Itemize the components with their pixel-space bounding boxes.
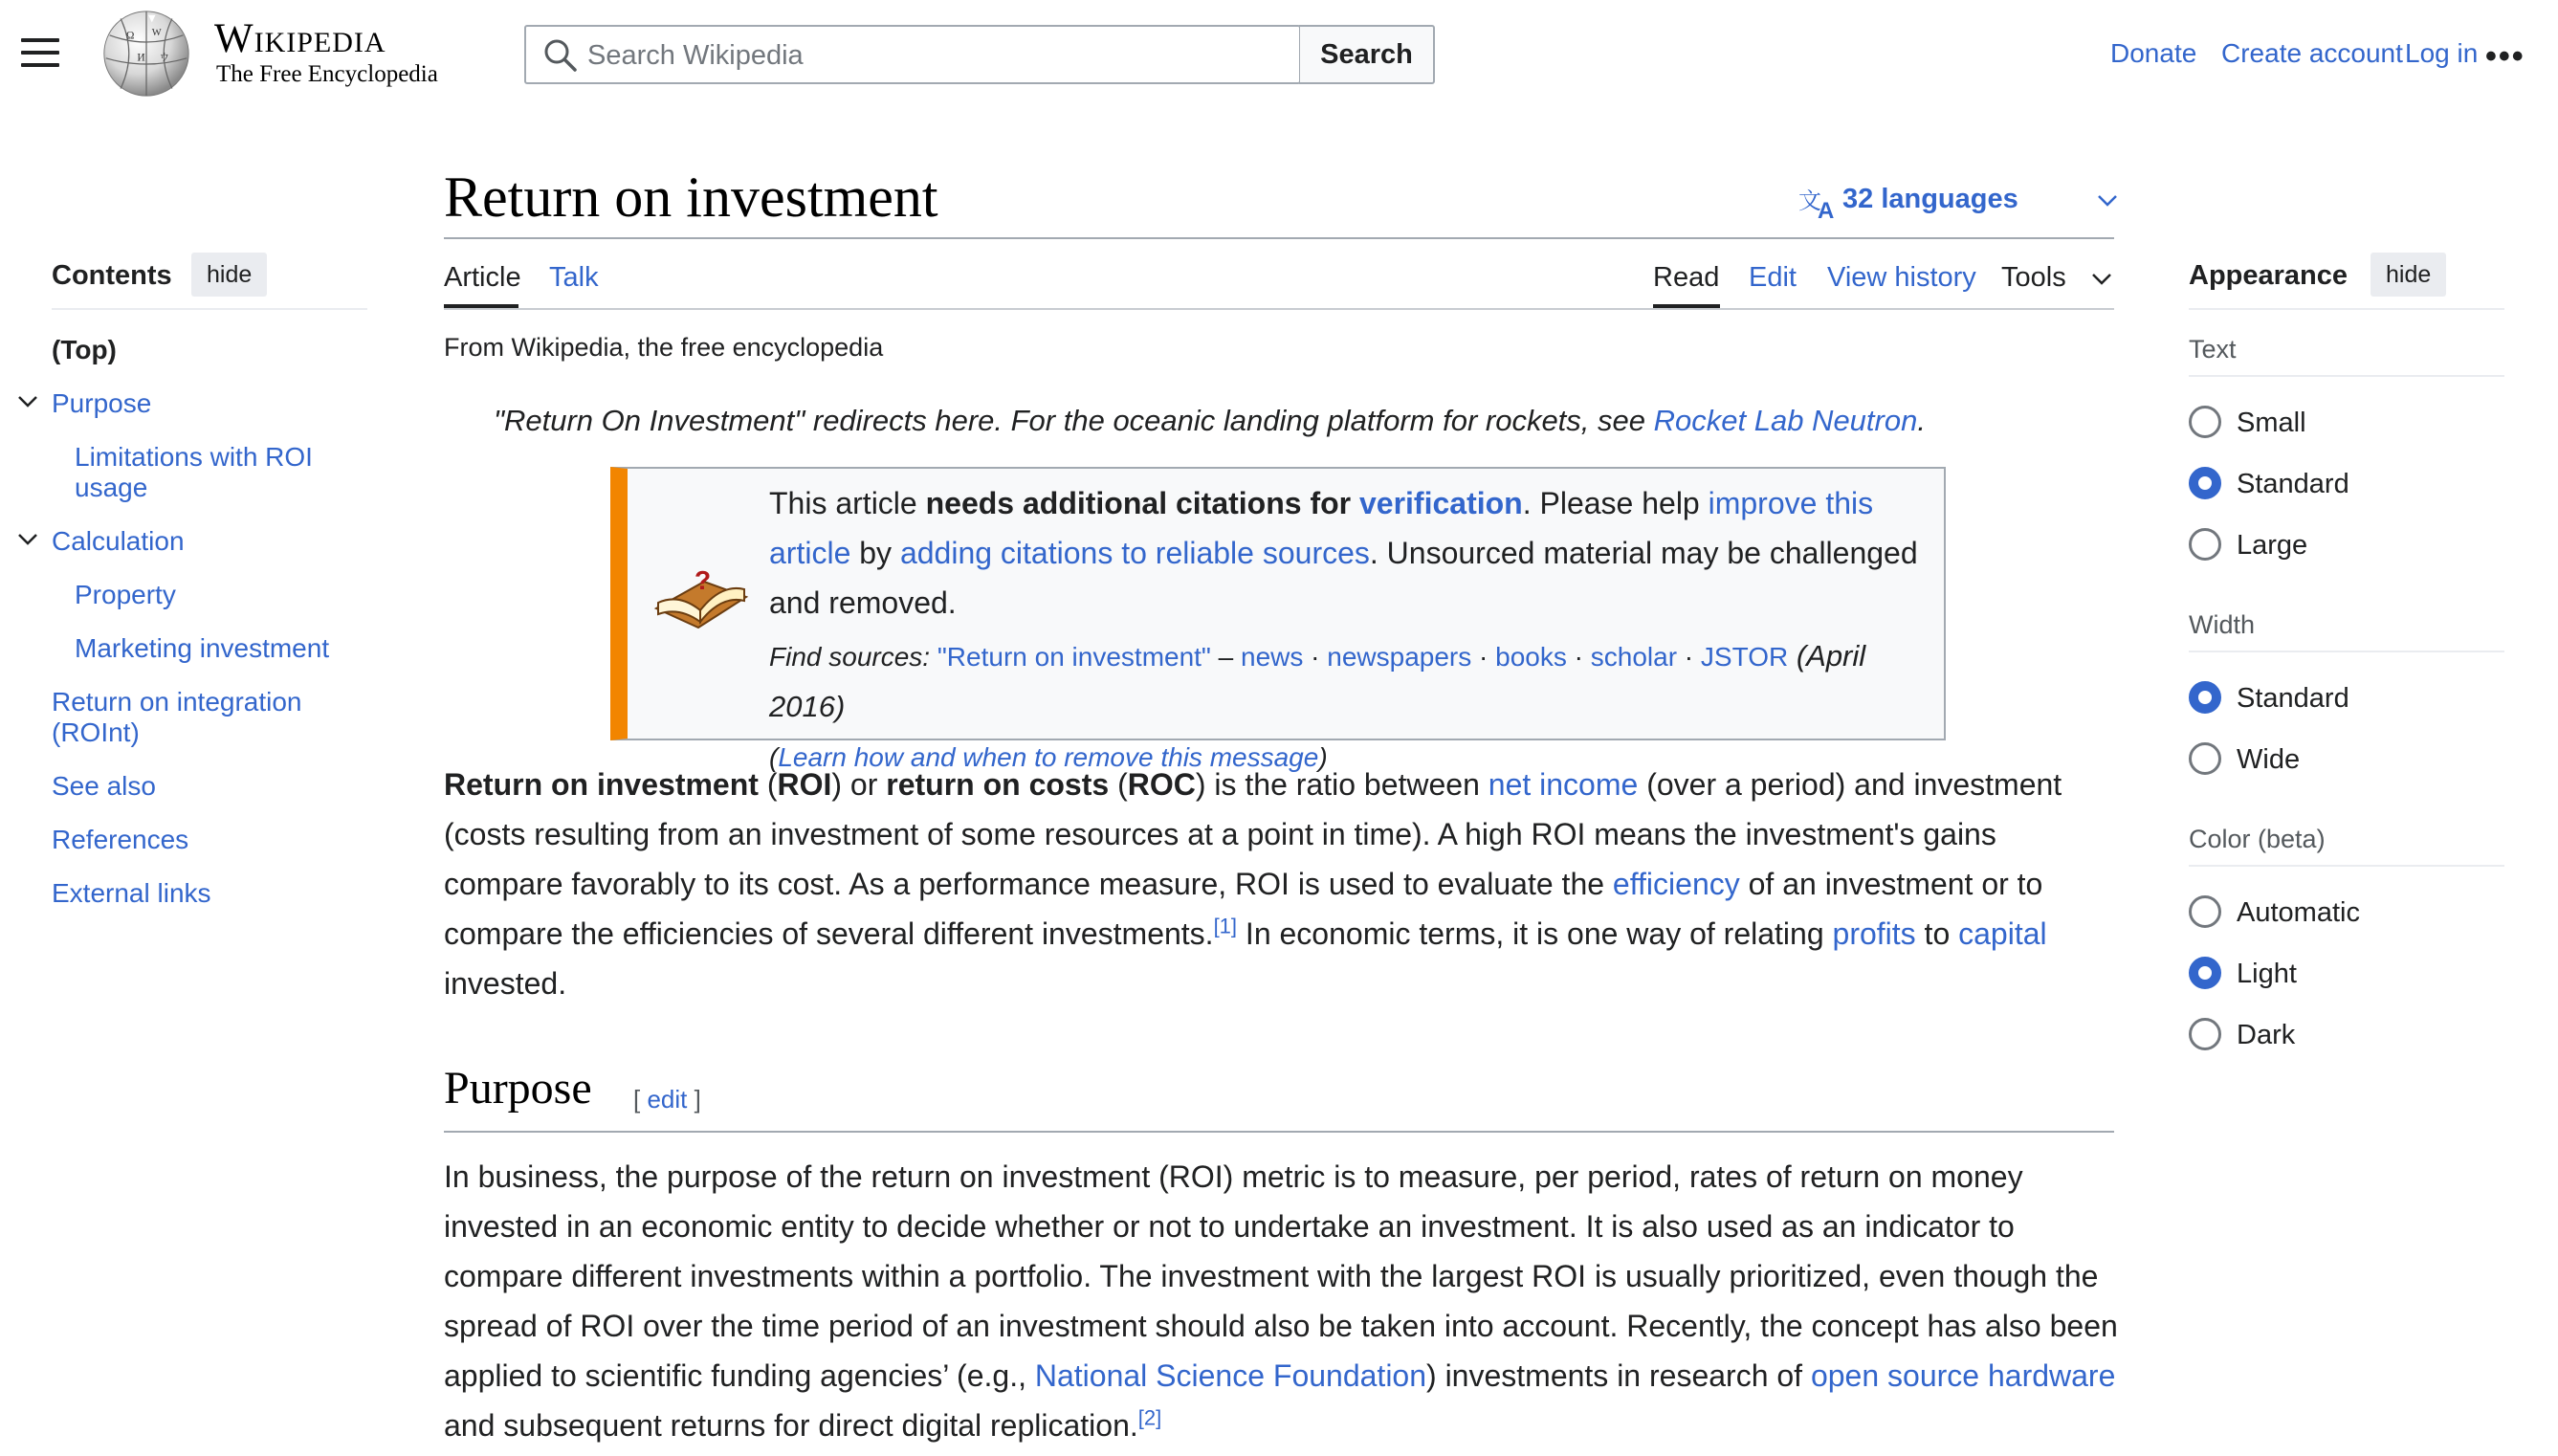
capital-link[interactable]: capital [1958,916,2047,951]
toc-item-limitations[interactable]: Limitations with ROI [75,442,313,472]
toc-item-property[interactable]: Property [75,580,176,609]
find-sources: Find sources: "Return on investment" – news · newspapers · books · scholar · JSTOR (April 2016) (Learn how and when to remove this message) [769,639,1866,772]
toc-item-integration[interactable]: Return on integration [52,687,302,717]
wikipedia-globe-icon[interactable] [98,8,195,99]
width-wide-label[interactable]: Wide [2237,744,2301,775]
color-automatic-label[interactable]: Automatic [2237,897,2360,928]
text-standard-radio[interactable] [2189,467,2221,499]
width-heading: Width [2189,610,2256,639]
search-button[interactable]: Search [1299,25,1435,84]
tab-edit[interactable]: Edit [1749,262,1797,293]
login-link[interactable]: Log in [2405,38,2479,68]
color-dark-label[interactable]: Dark [2237,1020,2296,1050]
svg-text:W: W [151,27,162,38]
sources-scholar-link[interactable]: scholar [1590,642,1678,672]
improve-article-link[interactable]: improve this article [769,486,1874,570]
toc-item-purpose[interactable]: Purpose [52,388,152,418]
text-small-radio[interactable] [2189,406,2221,438]
toc-chevron-down-icon[interactable] [17,532,38,547]
section-heading-purpose: Purpose [444,1063,592,1114]
rocket-lab-neutron-link[interactable]: Rocket Lab Neutron [1653,404,1918,437]
reference-2-link[interactable]: [2] [1137,1405,1162,1430]
toc-divider [52,308,367,310]
color-heading: Color (beta) [2189,825,2326,853]
site-subtitle: From Wikipedia, the free encyclopedia [444,333,884,362]
appearance-hide-button[interactable]: hide [2371,253,2446,297]
appearance-title: Appearance [2189,260,2349,291]
appearance-divider [2189,308,2504,310]
text-size-heading: Text [2189,335,2237,364]
text-large-radio[interactable] [2189,528,2221,561]
tabs-divider [444,308,2114,310]
sources-query-link[interactable]: "Return on investment" [937,642,1211,672]
svg-text:И: И [137,52,145,64]
verification-link[interactable]: verification [1358,486,1523,520]
tab-article[interactable]: Article [444,262,521,293]
toc-item-marketing[interactable]: Marketing investment [75,633,330,663]
color-dark-radio[interactable] [2189,1018,2221,1050]
color-light-label[interactable]: Light [2237,959,2297,989]
sources-jstor-link[interactable]: JSTOR [1700,642,1789,672]
open-source-hardware-link[interactable]: open source hardware [1810,1358,2116,1393]
svg-text:?: ? [695,565,712,595]
sources-books-link[interactable]: books [1495,642,1567,672]
wikipedia-wordmark[interactable]: Wikipedia [214,16,386,61]
toc-hide-button[interactable]: hide [191,253,267,297]
text-small-label[interactable]: Small [2237,408,2306,438]
toc-item-see-also[interactable]: See also [52,771,156,801]
tab-read[interactable]: Read [1653,262,1720,293]
purpose-edit-link[interactable]: edit [647,1085,688,1114]
section-edit: [ edit ] [633,1085,701,1114]
color-automatic-radio[interactable] [2189,895,2221,928]
toc-item-integration-cont[interactable]: (ROInt) [52,717,140,747]
tools-chevron-down-icon[interactable] [2091,272,2112,287]
sources-newspapers-link[interactable]: newspapers [1327,642,1472,672]
more-options-icon[interactable]: ••• [2485,38,2525,75]
toc-title: Contents [52,260,172,291]
svg-text:Ω: Ω [125,30,135,42]
toc-chevron-down-icon[interactable] [17,394,38,409]
page-title: Return on investment [444,165,938,229]
text-large-label[interactable]: Large [2237,530,2308,561]
sources-news-link[interactable]: news [1241,642,1304,672]
efficiency-link[interactable]: efficiency [1612,867,1740,901]
svg-text:ウ: ウ [159,53,170,64]
toc-item-limitations-cont[interactable]: usage [75,473,148,502]
wikipedia-tagline: The Free Encyclopedia [216,61,438,87]
svg-text:文: 文 [1798,188,1821,214]
chevron-down-icon[interactable] [2097,193,2118,209]
purpose-paragraph: In business, the purpose of the return on investment (ROI) metric is to measure, per period, rates of return on money invested in an economic entity to decide whether or not to undertake an investment. It is also used as an indicator to compare different investments within a portfolio. The investment with the largest ROI is usually prioritized, even though the spread of ROI over the time period of an investment should also be taken into account. Recently, the concept has also been applied to scientific funding agencies’ (e.g., National Science Foundation) investments in research of open source hardware and subsequent returns for direct digital replication.[2] [444,1159,2118,1443]
language-button[interactable]: 32 languages [1842,184,2018,214]
hatnote: "Return On Investment" redirects here. For the oceanic landing platform for rockets, see Rocket Lab Neutron. [494,404,1926,437]
profits-link[interactable]: profits [1832,916,1916,951]
toc-item-top[interactable]: (Top) [52,335,117,364]
main-menu-button[interactable] [21,38,59,69]
notice-text: This article needs additional citations for verification. Please help improve this article by adding citations to reliable sources. Unsourced material may be challenged and removed. [769,486,1918,620]
toc-item-references[interactable]: References [52,825,189,854]
book-question-icon [651,555,752,643]
national-science-foundation-link[interactable]: National Science Foundation [1034,1358,1427,1393]
donate-link[interactable]: Donate [2110,38,2197,68]
reference-1-link[interactable]: [1] [1213,914,1238,938]
net-income-link[interactable]: net income [1488,767,1639,802]
language-icon[interactable] [1798,184,1839,220]
section-divider [444,1131,2114,1133]
search-icon [541,36,580,75]
svg-text:A: A [1818,198,1835,220]
create-account-link[interactable]: Create account [2221,38,2403,68]
color-light-radio[interactable] [2189,957,2221,989]
adding-citations-link[interactable]: adding citations to reliable sources [899,536,1370,570]
width-standard-label[interactable]: Standard [2237,683,2349,714]
width-standard-radio[interactable] [2189,681,2221,714]
tab-view-history[interactable]: View history [1827,262,1976,293]
learn-remove-message-link[interactable]: Learn how and when to remove this message [778,742,1319,772]
toc-item-external-links[interactable]: External links [52,878,211,908]
text-standard-label[interactable]: Standard [2237,469,2349,499]
width-wide-radio[interactable] [2189,742,2221,775]
tab-talk[interactable]: Talk [549,262,599,293]
search-input[interactable] [585,29,1288,82]
hamburger-icon [21,38,59,42]
lead-paragraph: Return on investment (ROI) or return on costs (ROC) is the ratio between net income (over a period) and investment (costs resulting from an investment of some resources at a point in time). A high ROI means the investment's gains compare favorably to its cost. As a performance measure, ROI is used to evaluate the efficiency of an investment or to compare the efficiencies of several different investments.[1] In economic terms, it is one way of relating profits to capital invested. [444,767,2062,1001]
toc-item-calculation[interactable]: Calculation [52,526,185,556]
tab-tools[interactable]: Tools [2001,262,2066,293]
title-divider [444,237,2114,239]
